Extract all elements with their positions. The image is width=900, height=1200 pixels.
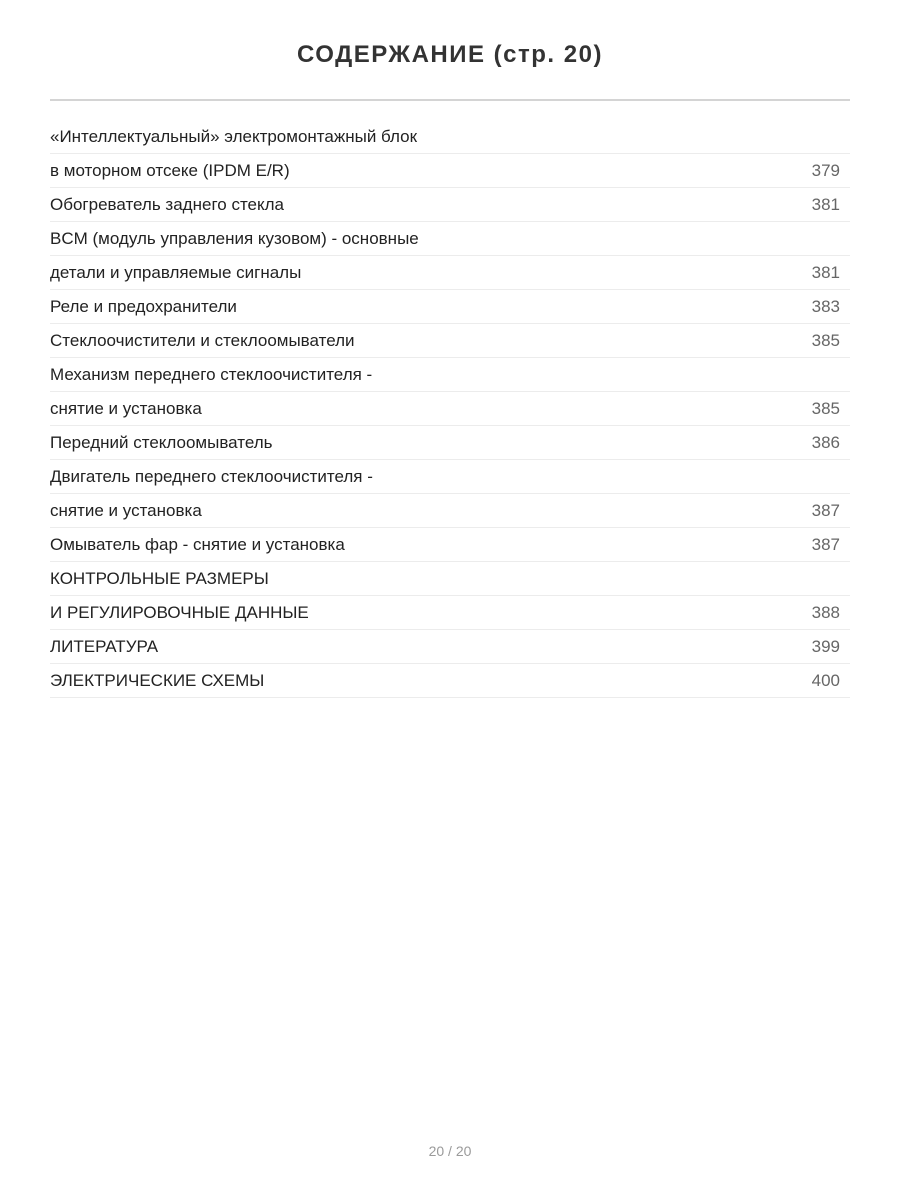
toc-entry-text: в моторном отсеке (IPDM E/R) [50,161,290,180]
toc-entry-text: снятие и установка [50,399,202,418]
toc-page-number: 399 [811,637,840,656]
table-of-contents [50,120,850,698]
toc-page-number: 381 [811,195,840,214]
toc-row [50,664,850,698]
toc-page-number: 400 [811,671,840,690]
toc-row [50,222,850,256]
toc-entry-text: И РЕГУЛИРОВОЧНЫЕ ДАННЫЕ [50,603,309,622]
toc-entry-text: КОНТРОЛЬНЫЕ РАЗМЕРЫ [50,569,269,588]
toc-row [50,358,850,392]
toc-row [50,290,850,324]
toc-row [50,324,850,358]
toc-page-number: 387 [811,501,840,520]
toc-entry-text: Реле и предохранители [50,297,237,316]
toc-page-number: 387 [811,535,840,554]
toc-row [50,120,850,154]
toc-row [50,426,850,460]
toc-entry-text: Обогреватель заднего стекла [50,195,284,214]
toc-entry-text: ЛИТЕРАТУРА [50,637,159,656]
toc-row [50,256,850,290]
toc-entry-text: Механизм переднего стеклоочистителя - [50,365,373,384]
toc-page-number: 385 [811,331,840,350]
toc-entry-text: Омыватель фар - снятие и установка [50,535,345,554]
toc-row [50,154,850,188]
title-divider [50,99,850,101]
toc-row [50,528,850,562]
toc-page-number: 381 [811,263,840,282]
toc-row [50,460,850,494]
toc-page-number: 386 [811,433,840,452]
toc-entry-text: снятие и установка [50,501,202,520]
toc-entry-text: Стеклоочистители и стеклоомыватели [50,331,355,350]
page-counter: 20 / 20 [428,1143,472,1159]
toc-row [50,392,850,426]
toc-entry-text: ЭЛЕКТРИЧЕСКИЕ СХЕМЫ [50,671,265,690]
toc-page-number: 388 [811,603,840,622]
toc-row [50,494,850,528]
toc-entry-text: «Интеллектуальный» электромонтажный блок [50,127,418,146]
toc-row [50,188,850,222]
toc-entry-text: детали и управляемые сигналы [50,263,302,282]
toc-page-number: 379 [811,161,840,180]
page-title: СОДЕРЖАНИЕ (стр. 20) [297,41,603,68]
toc-page-number: 385 [811,399,840,418]
toc-entry-text: Двигатель переднего стеклоочистителя - [50,467,373,486]
toc-row [50,562,850,596]
toc-entry-text: Передний стеклоомыватель [50,433,273,452]
toc-row [50,630,850,664]
toc-row [50,596,850,630]
toc-page-number: 383 [811,297,840,316]
toc-entry-text: BCM (модуль управления кузовом) - основные [50,229,419,248]
